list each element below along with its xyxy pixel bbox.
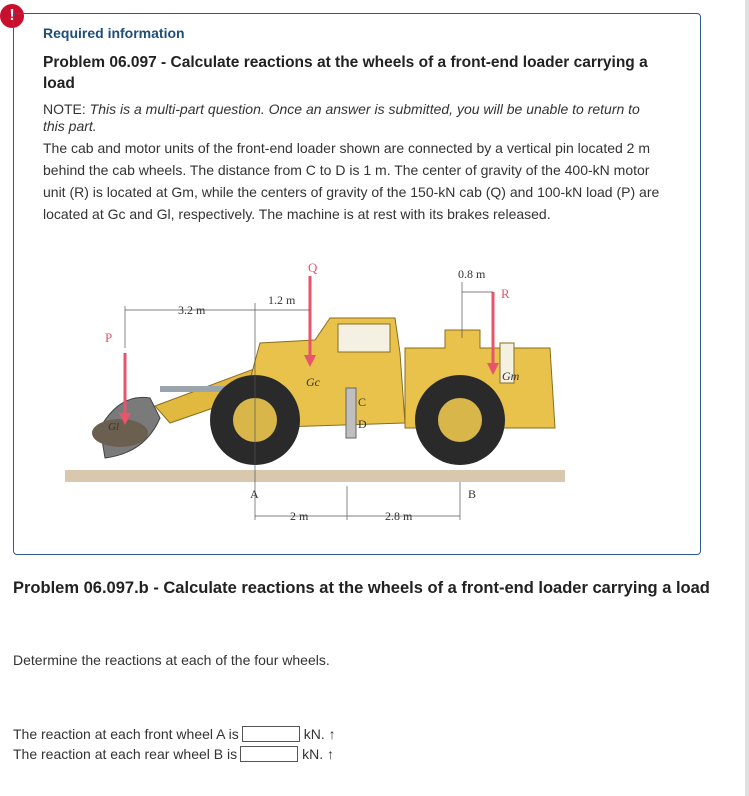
rear-wheel-label: The reaction at each rear wheel B is: [13, 746, 238, 762]
label-dim-2: 2 m: [290, 509, 309, 523]
vertical-pin: [346, 388, 356, 438]
label-gl: Gl: [108, 421, 119, 433]
label-gc: Gc: [306, 375, 320, 389]
label-dim-28: 2.8 m: [385, 509, 413, 523]
label-c: C: [358, 395, 367, 409]
label-dim-32: 3.2 m: [178, 303, 206, 317]
required-information-label: Required information: [43, 25, 185, 41]
label-a: A: [250, 487, 259, 501]
label-dim-08: 0.8 m: [458, 267, 486, 281]
cab-window: [338, 324, 390, 352]
front-wheel-reaction-input[interactable]: [242, 726, 300, 742]
rear-wheel-reaction-input[interactable]: [240, 746, 298, 762]
note-text: [43, 101, 663, 135]
rear-wheel-hub: [438, 398, 482, 442]
answer-row-rear-wheel: [13, 746, 334, 762]
alert-icon: !: [0, 4, 24, 28]
answer-row-front-wheel: [13, 726, 336, 742]
label-d: D: [358, 417, 367, 431]
label-gm: Gm: [502, 369, 520, 383]
problem-description: The cab and motor units of the front-end loader shown are connected by a vertical pin located 2 m behind the cab wheels. The distance from C to D is 1 m. The center of gravity of the 400-kN motor unit (R) is located at Gm, while the centers of gravity of the 150-kN cab (Q) and 100-kN load (P) are located at Gc and Gl, respectively. The machine is at rest with its brakes released.: [43, 140, 660, 222]
scrollbar[interactable]: [745, 0, 749, 796]
note-label: NOTE:: [43, 101, 86, 117]
load-pile: [92, 419, 148, 447]
label-r: R: [501, 286, 510, 301]
label-p: P: [105, 330, 113, 345]
part-b-title: Problem 06.097.b - Calculate reactions at the wheels of a front-end loader carrying a load: [13, 579, 710, 597]
label-q: Q: [308, 260, 318, 275]
ground: [65, 470, 565, 482]
label-dim-12: 1.2 m: [268, 293, 296, 307]
part-b-prompt: Determine the reactions at each of the four wheels.: [13, 652, 330, 668]
rear-wheel-unit: kN. ↑: [302, 746, 335, 762]
front-wheel-label: The reaction at each front wheel A is: [13, 726, 239, 742]
label-b: B: [468, 487, 477, 501]
problem-title: Problem 06.097 - Calculate reactions at the wheels of a front-end loader carrying a load: [43, 54, 648, 92]
front-end-loader-figure: [60, 258, 580, 523]
note-body: This is a multi-part question. Once an answer is submitted, you will be unable to return to this part.: [43, 101, 640, 134]
front-wheel-unit: kN. ↑: [303, 726, 336, 742]
